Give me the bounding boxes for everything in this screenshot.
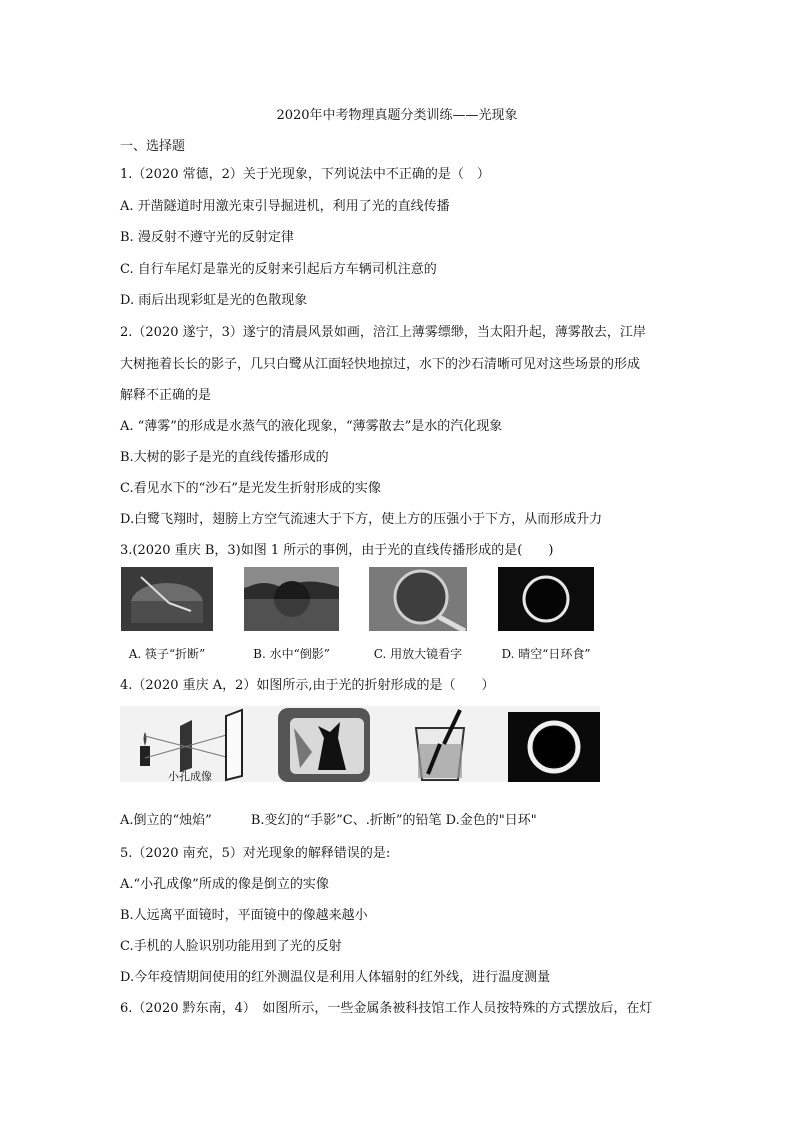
hand-shadow-photo bbox=[278, 708, 370, 782]
q6-stem: 6.（2020 黔东南，4） 如图所示，一些金属条被科技馆工作人员按特殊的方式摆放后，在灯 bbox=[120, 1001, 653, 1016]
chopsticks-photo bbox=[121, 567, 213, 631]
ring-eclipse-photo bbox=[508, 712, 600, 782]
q5-stem: 5.（2020 南充，5）对光现象的解释错误的是: bbox=[120, 846, 391, 861]
solar-eclipse-photo bbox=[498, 567, 594, 631]
q4-stem: 4.（2020 重庆 A，2）如图所示,由于光的折射形成的是（ ） bbox=[120, 678, 495, 693]
q1-option-a: A. 开凿隧道时用激光束引导掘进机，利用了光的直线传播 bbox=[120, 199, 450, 214]
q5-option-b: B.人远离平面镜时，平面镜中的像越来越小 bbox=[120, 908, 368, 923]
q1-option-d: D. 雨后出现彩虹是光的色散现象 bbox=[120, 293, 308, 308]
q5-option-d: D.今年疫情期间使用的红外测温仪是利用人体辐射的红外线，进行温度测量 bbox=[120, 970, 551, 985]
q1-stem: 1.（2020 常德，2）关于光现象，下列说法中不正确的是（ ） bbox=[120, 167, 490, 182]
q3-caption-a: A. 筷子“折断” bbox=[128, 647, 206, 661]
q1-option-c: C. 自行车尾灯是靠光的反射来引起后方车辆司机注意的 bbox=[120, 262, 437, 277]
section-heading: 一、选择题 bbox=[120, 139, 186, 154]
q2-stem-line-1: 2.（2020 遂宁，3）遂宁的清晨风景如画，涪江上薄雾缥缈，当太阳升起，薄雾散去，江岸 bbox=[120, 325, 646, 340]
q2-stem-line-3: 解释不正确的是 bbox=[120, 388, 212, 403]
bridge-reflection-photo bbox=[244, 567, 339, 631]
q4-options: A.倒立的“烛焰” B.变幻的“手影”C、.折断”的铅笔 D.金色的"日环" bbox=[120, 813, 537, 828]
q2-option-a: A. “薄雾”的形成是水蒸气的液化现象，“薄雾散去”是水的汽化现象 bbox=[120, 419, 503, 434]
q2-option-c: C.看见水下的“沙石”是光发生折射形成的实像 bbox=[120, 481, 381, 496]
q3-caption-c: C. 用放大镜看字 bbox=[373, 647, 463, 661]
q2-stem-line-2: 大树拖着长长的影子，几只白鹭从江面轻快地掠过，水下的沙石清晰可见对这些场景的形成 bbox=[120, 357, 641, 372]
q2-option-d: D.白鹭飞翔时，翅膀上方空气流速大于下方，使上方的压强小于下方，从而形成升力 bbox=[120, 512, 603, 527]
bent-pencil-glass-photo bbox=[410, 708, 470, 782]
pinhole-label: 小孔成像 bbox=[168, 770, 212, 783]
q3-stem: 3.(2020 重庆 B，3)如图 1 所示的事例，由于光的直线传播形成的是( ) bbox=[120, 543, 554, 558]
q1-option-b: B. 漫反射不遵守光的反射定律 bbox=[120, 230, 294, 245]
q5-option-a: A.“小孔成像”所成的像是倒立的实像 bbox=[120, 877, 329, 892]
q3-caption-d: D. 晴空“日环食” bbox=[501, 647, 591, 661]
q5-option-c: C.手机的人脸识别功能用到了光的反射 bbox=[120, 939, 342, 954]
q2-option-b: B.大树的影子是光的直线传播形成的 bbox=[120, 450, 329, 465]
page-title: 2020年中考物理真题分类训练——光现象 bbox=[276, 108, 518, 123]
q3-caption-b: B. 水中“倒影” bbox=[253, 647, 330, 661]
magnifier-photo bbox=[369, 567, 467, 631]
